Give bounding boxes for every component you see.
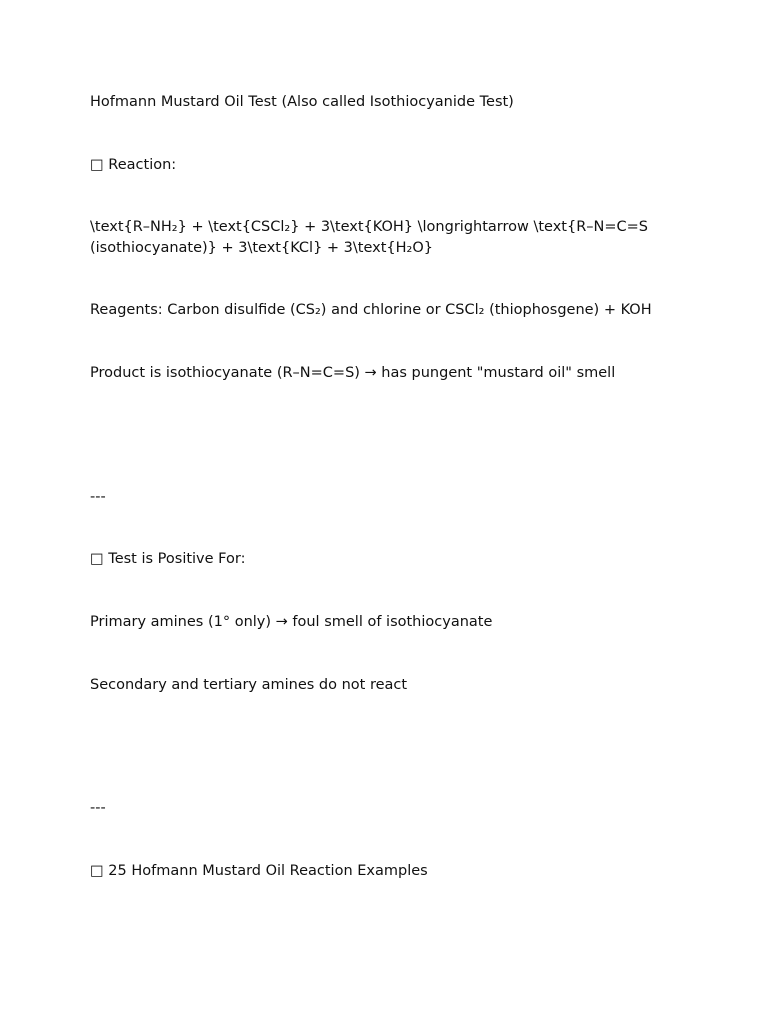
primary-amines-text: Primary amines (1° only) → foul smell of isothiocyanate [90, 614, 493, 630]
section-separator: --- [90, 800, 106, 816]
reaction-heading: □ Reaction: [90, 157, 177, 173]
section-separator: --- [90, 489, 106, 505]
reagents-text: Reagents: Carbon disulfide (CS₂) and chlorine or CSCl₂ (thiophosgene) + KOH [90, 302, 652, 318]
reaction-equation: \text{R–NH₂} + \text{CSCl₂} + 3\text{KOH} \longrightarrow \text{R–N=C=S (isothiocyanate)} + 3\text{KCl} + 3\text{H₂O} [90, 219, 648, 256]
positive-for-heading: □ Test is Positive For: [90, 551, 246, 567]
secondary-tertiary-text: Secondary and tertiary amines do not react [90, 677, 408, 693]
examples-heading: □ 25 Hofmann Mustard Oil Reaction Examples [90, 863, 428, 879]
document-title: Hofmann Mustard Oil Test (Also called Isothiocyanide Test) [90, 94, 514, 110]
product-text: Product is isothiocyanate (R–N=C=S) → has pungent "mustard oil" smell [90, 365, 616, 381]
